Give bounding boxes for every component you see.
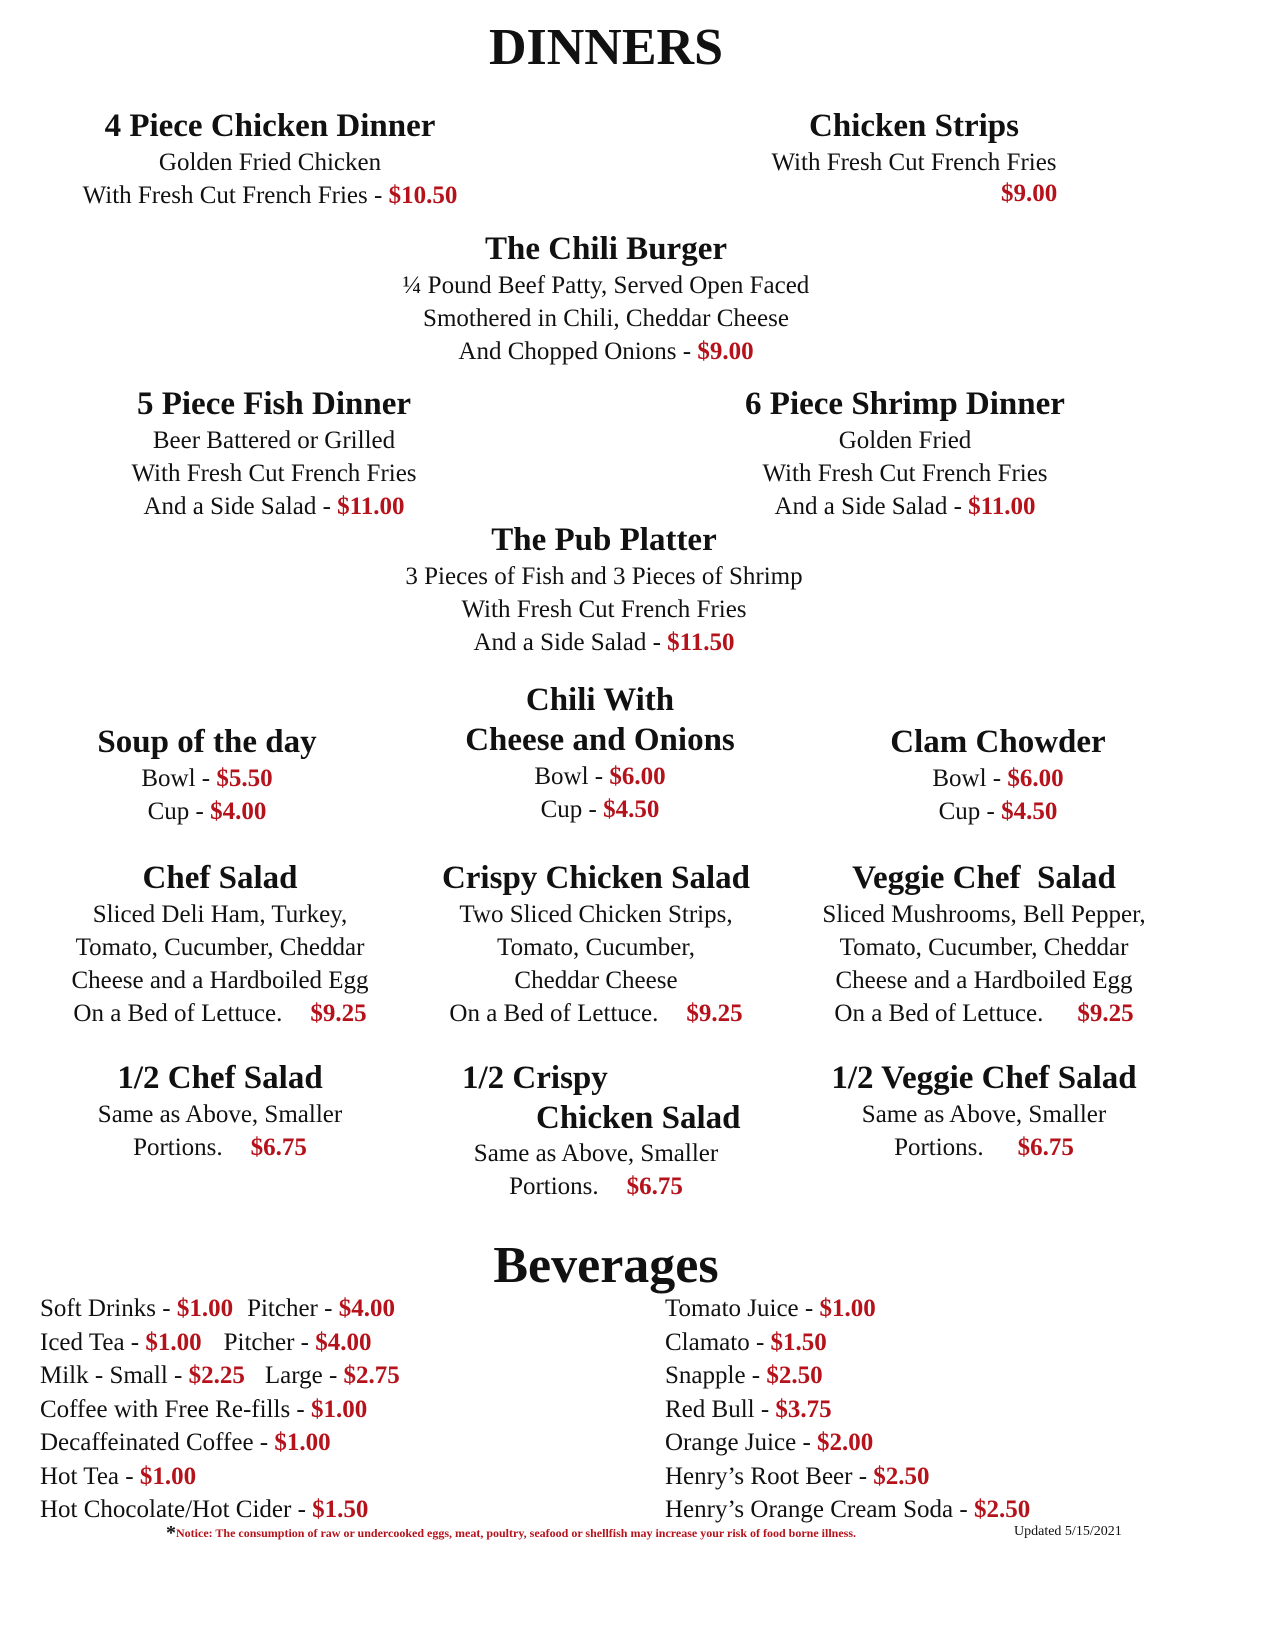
item-description: On a Bed of Lettuce.: [449, 1000, 659, 1027]
page-title: DINNERS: [488, 19, 724, 76]
item-description: ¼ Pound Beef Patty, Served Open Faced: [402, 272, 810, 299]
beverage-price: $4.00: [338, 1295, 395, 1322]
item-name: Chicken Salad: [536, 1100, 741, 1136]
item-price: $6.75: [626, 1173, 683, 1200]
menu-item-pub-platter: [304, 520, 904, 659]
menu-item-chili: [420, 680, 780, 826]
item-price: $4.50: [1001, 798, 1058, 825]
item-name: Cheese and Onions: [465, 722, 735, 758]
item-description: Portions.: [509, 1173, 599, 1200]
item-size: Bowl -: [141, 765, 217, 792]
item-price: $4.00: [210, 798, 267, 825]
beverage-item: Soft Drinks - $1.00 Pitcher - $4.00: [40, 1295, 395, 1322]
item-price: $5.50: [216, 765, 273, 792]
item-price: $6.00: [609, 763, 666, 790]
menu-item-chef-salad: [20, 858, 420, 1030]
item-name: The Chili Burger: [484, 231, 727, 267]
menu-item-soup-of-the-day: [57, 722, 357, 828]
beverage-item: Henry’s Root Beer - $2.50: [665, 1462, 930, 1490]
beverage-price: $1.00: [311, 1395, 368, 1423]
beverage-item: Red Bull - $3.75: [665, 1395, 832, 1423]
item-name: Clam Chowder: [890, 724, 1106, 760]
beverages-right-column: [665, 1292, 1030, 1527]
item-name: Chili With: [525, 682, 675, 718]
item-price: $11.50: [667, 629, 735, 656]
beverage-item: Hot Tea - $1.00: [40, 1462, 197, 1490]
item-description: Two Sliced Chicken Strips,: [459, 901, 733, 928]
item-description: On a Bed of Lettuce.: [834, 1000, 1044, 1027]
item-description: Cheese and a Hardboiled Egg: [71, 967, 369, 994]
beverage-price: $1.00: [176, 1295, 234, 1322]
item-description: And a Side Salad -: [774, 493, 969, 520]
item-name: 4 Piece Chicken Dinner: [104, 108, 436, 144]
beverage-price: $1.50: [312, 1496, 369, 1523]
beverage-item: Decaffeinated Coffee - $1.00: [40, 1429, 331, 1456]
beverage-price: $3.75: [775, 1395, 832, 1423]
item-price: $10.50: [388, 182, 458, 209]
item-description: With Fresh Cut French Fries: [131, 460, 417, 487]
item-size: Bowl -: [534, 763, 610, 790]
beverage-item: Hot Chocolate/Hot Cider - $1.50: [40, 1496, 369, 1523]
item-description: Golden Fried: [838, 427, 972, 454]
item-name: Crispy Chicken Salad: [441, 860, 751, 896]
item-description: Cheese and a Hardboiled Egg: [835, 967, 1133, 994]
menu-item-chicken-strips: [700, 106, 1128, 179]
item-name: The Pub Platter: [491, 522, 717, 558]
menu-item-half-veggie-chef-salad: [784, 1058, 1184, 1164]
beverages-left-column: [40, 1292, 400, 1527]
item-description: Sliced Mushrooms, Bell Pepper,: [822, 901, 1146, 928]
item-description: Beer Battered or Grilled: [152, 427, 396, 454]
menu-item-half-chef-salad: [30, 1058, 410, 1164]
item-name: 1/2 Chef Salad: [117, 1060, 323, 1096]
item-description: 3 Pieces of Fish and 3 Pieces of Shrimp: [405, 563, 803, 590]
beverage-item: Coffee with Free Re-fills - $1.00: [40, 1395, 368, 1423]
beverages-title: Beverages: [493, 1237, 719, 1294]
menu-item-crispy-chicken-salad: [396, 858, 796, 1030]
item-size: Cup -: [147, 798, 211, 825]
item-price: $9.25: [1077, 1000, 1134, 1027]
item-description: Tomato, Cucumber, Cheddar: [839, 934, 1129, 961]
item-size: Bowl -: [932, 765, 1008, 792]
item-description: With Fresh Cut French Fries: [461, 596, 747, 623]
beverage-item: Milk - Small - $2.25 Large - $2.75: [40, 1362, 400, 1389]
item-price: $6.75: [1017, 1134, 1074, 1161]
beverage-price: $1.00: [145, 1328, 202, 1356]
beverage-price: $1.00: [274, 1429, 331, 1456]
menu-item-clam-chowder: [848, 722, 1148, 828]
beverage-price: $1.00: [819, 1295, 876, 1322]
menu-item-veggie-chef-salad: [784, 858, 1184, 1030]
beverage-price: $2.50: [973, 1496, 1031, 1523]
beverage-price: $1.50: [770, 1328, 827, 1356]
item-price: $11.00: [968, 493, 1036, 520]
item-description: Portions.: [894, 1134, 984, 1161]
item-price: $9.00: [1001, 180, 1058, 207]
item-name: Chef Salad: [142, 860, 298, 896]
notice-text: Notice: The consumption of raw or undercooked eggs, meat, poultry, seafood or shellfish may increase your risk of food borne illness.: [176, 1526, 857, 1540]
item-description: Cheddar Cheese: [514, 967, 678, 994]
beverage-price: $4.00: [315, 1328, 372, 1356]
beverage-item: Iced Tea - $1.00 Pitcher - $4.00: [40, 1328, 372, 1356]
beverage-item: Tomato Juice - $1.00: [665, 1295, 876, 1322]
beverage-price: $2.25: [188, 1362, 245, 1389]
menu-item-chili-burger: [306, 229, 906, 368]
beverage-price: $2.75: [343, 1362, 400, 1389]
item-description: And a Side Salad -: [143, 493, 338, 520]
item-price: $6.75: [250, 1134, 307, 1161]
item-name: 1/2 Crispy: [462, 1060, 608, 1096]
asterisk: *: [166, 1522, 176, 1544]
item-description: Golden Fried Chicken: [158, 149, 382, 176]
menu-item-half-crispy-chicken-salad: [396, 1137, 796, 1203]
beverage-item: Clamato - $1.50: [665, 1328, 827, 1356]
item-price: $6.00: [1007, 765, 1064, 792]
item-description: With Fresh Cut French Fries: [771, 149, 1057, 176]
beverage-item: Orange Juice - $2.00: [665, 1429, 874, 1456]
item-description: With Fresh Cut French Fries -: [82, 182, 389, 209]
item-name: Chicken Strips: [809, 108, 1019, 144]
item-description: Tomato, Cucumber, Cheddar: [75, 934, 365, 961]
item-name: Veggie Chef Salad: [852, 860, 1116, 896]
item-description: Same as Above, Smaller: [861, 1101, 1107, 1128]
item-description: Same as Above, Smaller: [97, 1101, 343, 1128]
item-price: $11.00: [337, 493, 405, 520]
menu-item-shrimp-dinner: [655, 384, 1155, 523]
item-price: $9.25: [310, 1000, 367, 1027]
item-description: And a Side Salad -: [473, 629, 668, 656]
menu-item-fish-dinner: [24, 384, 524, 523]
item-description: Tomato, Cucumber,: [497, 934, 695, 961]
item-name: 1/2 Veggie Chef Salad: [831, 1060, 1137, 1096]
beverage-item: Snapple - $2.50: [665, 1362, 823, 1389]
item-description: Same as Above, Smaller: [473, 1140, 719, 1167]
beverage-price: $2.00: [817, 1429, 874, 1456]
beverage-price: $2.50: [873, 1462, 930, 1490]
item-description: Sliced Deli Ham, Turkey,: [92, 901, 348, 928]
beverage-item: Henry’s Orange Cream Soda - $2.50: [665, 1496, 1031, 1523]
item-name: 6 Piece Shrimp Dinner: [745, 386, 1065, 422]
item-description: On a Bed of Lettuce.: [73, 1000, 283, 1027]
item-size: Cup -: [540, 796, 604, 823]
item-description: Smothered in Chili, Cheddar Cheese: [423, 305, 789, 332]
item-name: Soup of the day: [97, 724, 317, 760]
beverage-price: $2.50: [766, 1362, 823, 1389]
item-price: $9.25: [686, 1000, 743, 1027]
item-name: 5 Piece Fish Dinner: [136, 386, 412, 422]
menu-item-chicken-dinner: [20, 106, 520, 212]
item-price: $9.00: [697, 338, 754, 365]
item-description: And Chopped Onions -: [458, 338, 698, 365]
updated-date: Updated 5/15/2021: [1014, 1524, 1122, 1539]
food-safety-notice: [166, 1522, 856, 1545]
beverage-price: $1.00: [139, 1462, 197, 1490]
item-price: $4.50: [603, 796, 660, 823]
item-description: Portions.: [133, 1134, 223, 1161]
item-size: Cup -: [938, 798, 1002, 825]
item-description: With Fresh Cut French Fries: [762, 460, 1048, 487]
